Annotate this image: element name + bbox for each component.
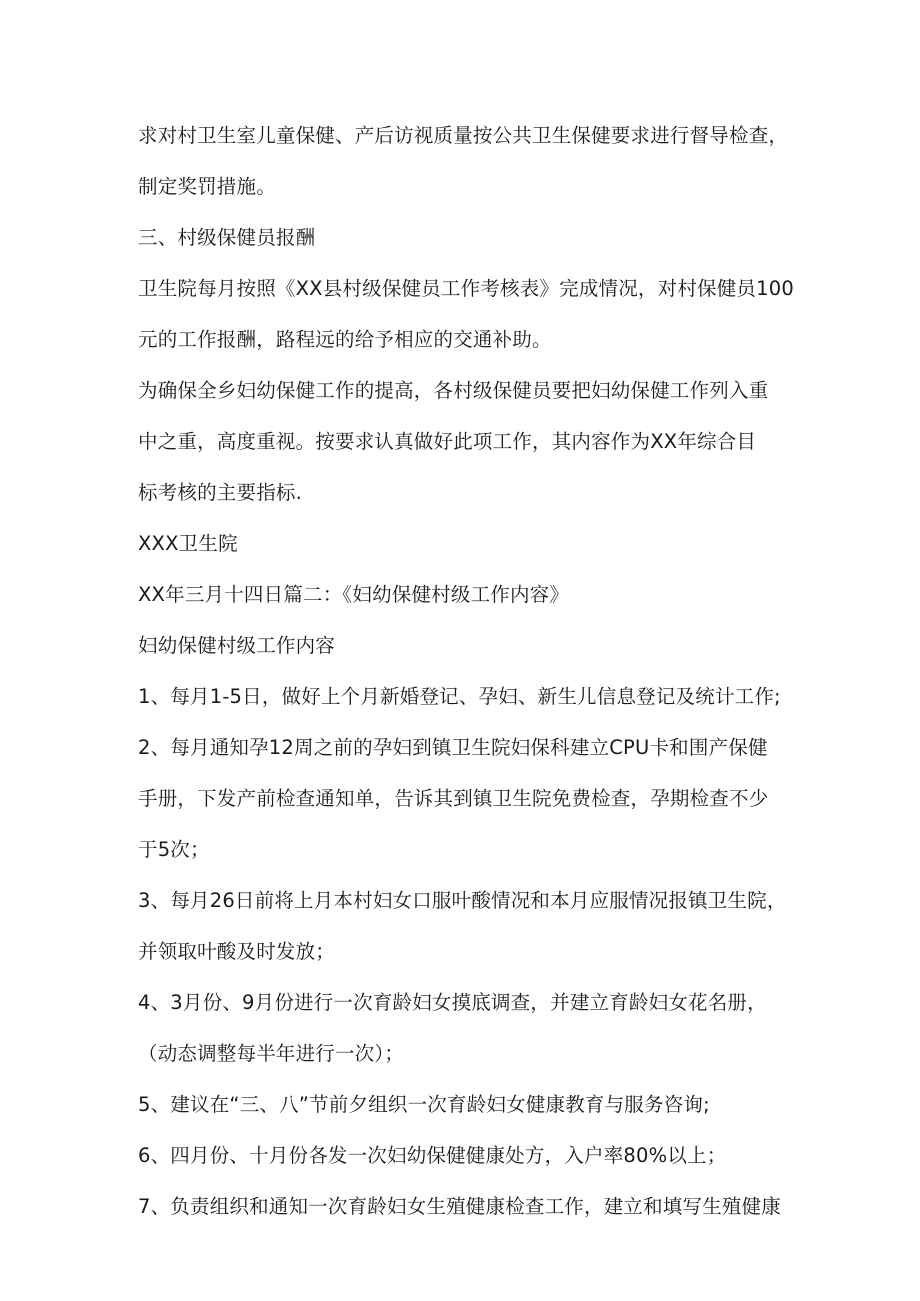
list-item: 7、负责组织和通知一次育龄妇女生殖健康检查工作，建立和填写生殖健康 — [138, 1195, 782, 1218]
text-line: 标考核的主要指标. — [138, 481, 302, 504]
list-item-continuation: 于5次； — [138, 838, 210, 861]
text-line: 为确保全乡妇幼保健工作的提高，各村级保健员要把妇幼保健工作列入重 — [138, 379, 769, 402]
text-line: 元的工作报酬，路程远的给予相应的交通补助。 — [138, 328, 552, 351]
list-item-continuation: （动态调整每半年进行一次）； — [138, 1042, 405, 1065]
list-item-continuation: 手册，下发产前检查通知单，告诉其到镇卫生院免费检查，孕期检查不少 — [138, 787, 769, 810]
list-item: 5、建议在“三、八”节前夕组织一次育龄妇女健康教育与服务咨询; — [138, 1093, 710, 1116]
list-item: 6、四月份、十月份各发一次妇幼保健健康处方，入户率80%以上； — [138, 1144, 727, 1167]
text-line: 求对村卫生室儿童保健、产后访视质量按公共卫生保健要求进行督导检查， — [138, 124, 789, 147]
list-item: 4、3月份、9月份进行一次育龄妇女摸底调查，并建立育龄妇女花名册， — [138, 991, 767, 1014]
text-line: 中之重，高度重视。按要求认真做好此项工作，其内容作为XX年综合目 — [138, 430, 757, 453]
document-page — [138, 110, 810, 1232]
text-line: 卫生院每月按照《XX县村级保健员工作考核表》完成情况，对村保健员100 — [138, 277, 794, 300]
section-heading: 三、村级保健员报酬 — [138, 226, 316, 249]
document-subtitle: 妇幼保健村级工作内容 — [138, 634, 336, 657]
list-item: 3、每月26日前将上月本村妇女口服叶酸情况和本月应服情况报镇卫生院， — [138, 889, 787, 912]
signature-organization: XXX卫生院 — [138, 532, 238, 555]
list-item: 2、每月通知孕12周之前的孕妇到镇卫生院妇保科建立CPU卡和围产保健 — [138, 736, 768, 759]
list-item: 1、每月1-5日，做好上个月新婚登记、孕妇、新生儿信息登记及统计工作; — [138, 685, 781, 708]
list-item-continuation: 并领取叶酸及时发放； — [138, 940, 336, 963]
text-line: 制定奖罚措施。 — [138, 175, 276, 198]
date-and-title: XX年三月十四日篇二：《妇幼保健村级工作内容》 — [138, 583, 570, 606]
